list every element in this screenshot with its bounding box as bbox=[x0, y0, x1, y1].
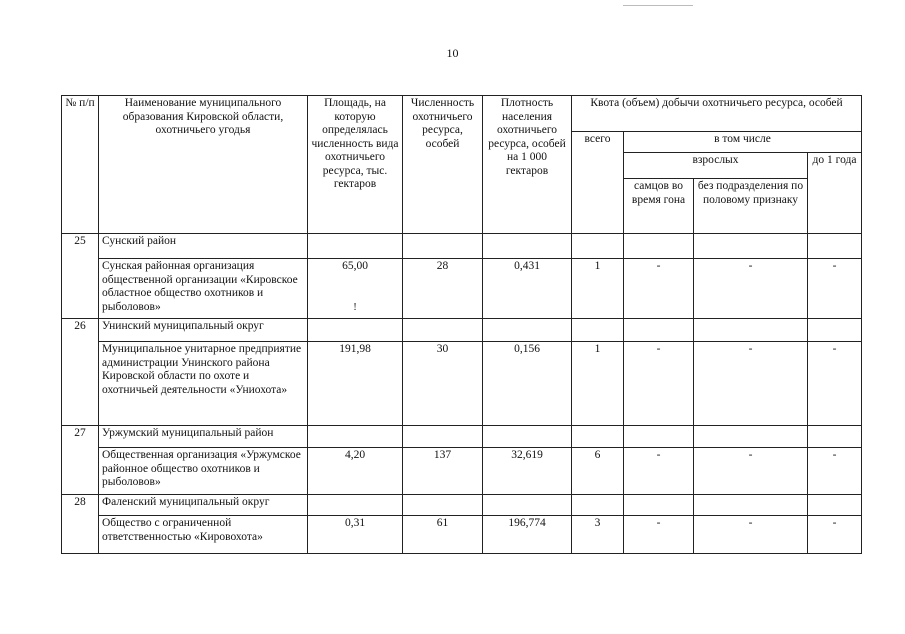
area-value: 191,98 bbox=[308, 342, 403, 426]
total-value: 6 bbox=[572, 448, 624, 495]
header-density: Плотность населения охотничьего ресурса, особей на 1 000 гектаров bbox=[483, 96, 572, 234]
header-num: № п/п bbox=[62, 96, 99, 234]
header-under-one: до 1 года bbox=[808, 153, 862, 234]
header-quota: Квота (объем) добычи охотничьего ресурса, особей bbox=[572, 96, 862, 132]
header-males-rut: самцов во время гона bbox=[624, 179, 694, 234]
area-value: 4,20 bbox=[308, 448, 403, 495]
no-sex-split-value: - bbox=[694, 448, 808, 495]
no-sex-split-value: - bbox=[694, 342, 808, 426]
under-one-value: - bbox=[808, 259, 862, 319]
density-value: 0,431 bbox=[483, 259, 572, 319]
district-name: Уржумский муниципальный район bbox=[99, 426, 308, 448]
total-value: 1 bbox=[572, 342, 624, 426]
header-count: Численность охотничьего ресурса, особей bbox=[403, 96, 483, 234]
header-including: в том числе bbox=[624, 132, 862, 153]
count-value: 30 bbox=[403, 342, 483, 426]
organization-name: Сунская районная организация общественной организации «Кировское областное общество охотников и рыболовов» bbox=[99, 259, 308, 319]
males-rut-value: - bbox=[624, 259, 694, 319]
males-rut-value: - bbox=[624, 448, 694, 495]
males-rut-value: - bbox=[624, 342, 694, 426]
organization-name: Муниципальное унитарное предприятие администрации Унинского района Кировской области по охоте и охотничьей деятельности «Униохота» bbox=[99, 342, 308, 426]
organization-name: Общество с ограниченной ответственностью «Кировохота» bbox=[99, 516, 308, 554]
district-name: Сунский район bbox=[99, 234, 308, 259]
count-value: 61 bbox=[403, 516, 483, 554]
page-number: 10 bbox=[446, 46, 459, 60]
quota-table bbox=[61, 95, 862, 554]
under-one-value: - bbox=[808, 448, 862, 495]
density-value: 32,619 bbox=[483, 448, 572, 495]
no-sex-split-value: - bbox=[694, 516, 808, 554]
header-area: Площадь, на которую определялась численность вида охотничьего ресурса, тыс. гектаров bbox=[308, 96, 403, 234]
header-adults: взрослых bbox=[624, 153, 808, 179]
area-value: 65,00 ! bbox=[308, 259, 403, 319]
district-name: Фаленский муниципальный округ bbox=[99, 495, 308, 516]
no-sex-split-value: - bbox=[694, 259, 808, 319]
row-num: 28 bbox=[62, 495, 99, 554]
header-no-sex-split: без подразделения по половому признаку bbox=[694, 179, 808, 234]
density-value: 196,774 bbox=[483, 516, 572, 554]
density-value: 0,156 bbox=[483, 342, 572, 426]
row-num: 26 bbox=[62, 319, 99, 426]
total-value: 3 bbox=[572, 516, 624, 554]
total-value: 1 bbox=[572, 259, 624, 319]
count-value: 137 bbox=[403, 448, 483, 495]
row-num: 25 bbox=[62, 234, 99, 319]
area-value: 0,31 bbox=[308, 516, 403, 554]
under-one-value: - bbox=[808, 342, 862, 426]
count-value: 28 bbox=[403, 259, 483, 319]
header-total: всего bbox=[572, 132, 624, 234]
row-num: 27 bbox=[62, 426, 99, 495]
under-one-value: - bbox=[808, 516, 862, 554]
header-name: Наименование муниципального образования Кировской области, охотничьего угодья bbox=[99, 96, 308, 234]
scan-mark-line bbox=[623, 5, 693, 6]
males-rut-value: - bbox=[624, 516, 694, 554]
district-name: Унинский муниципальный округ bbox=[99, 319, 308, 342]
organization-name: Общественная организация «Уржумское районное общество охотников и рыболовов» bbox=[99, 448, 308, 495]
